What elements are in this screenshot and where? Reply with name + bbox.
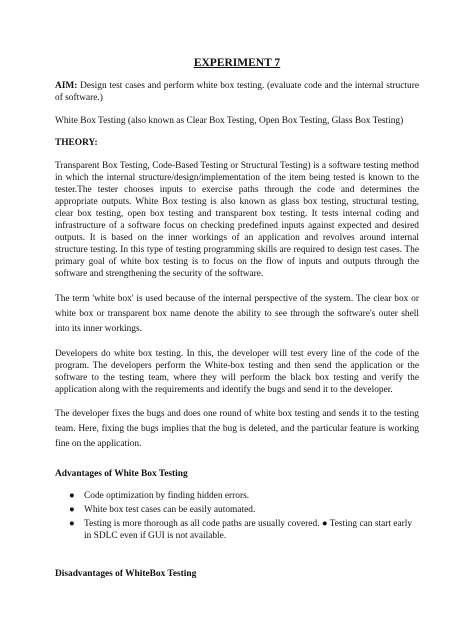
- aim-text: Design test cases and perform white box testing. (evaluate code and the internal structure of software.): [55, 81, 419, 103]
- list-item: [55, 518, 419, 542]
- aim-paragraph: [55, 80, 419, 104]
- white-box-term-paragraph: The term 'white box' is used because of the internal perspective of the system. The clear box or white box or transparent box name denote the ability to see through the software's outer shell into its inner workings.: [55, 294, 419, 334]
- list-item: [55, 504, 419, 516]
- document-title: EXPERIMENT 7: [193, 57, 281, 69]
- disadvantages-heading: Disadvantages of WhiteBox Testing: [55, 569, 197, 579]
- bug-fix-paragraph: The developer fixes the bugs and does one round of white box testing and sends it to the testing team. Here, fixing the bugs implies that the bug is deleted, and the particular feature is working fine on the application.: [55, 409, 419, 449]
- advantages-heading: Advantages of White Box Testing: [55, 469, 188, 479]
- list-item-text: Code optimization by finding hidden errors.: [84, 491, 250, 501]
- advantages-list: [55, 490, 419, 542]
- bullet-icon: ●: [69, 505, 75, 515]
- theory-heading: THEORY:: [55, 138, 98, 148]
- theory-paragraph: Transparent Box Testing, Code-Based Testing or Structural Testing) is a software testing method in which the internal structure/design/implementation of the item being tested is known to the tester.The tester chooses inputs to exercise paths through the code and determines the appropriate outputs. White Box testing is also known as glass box testing, structural testing, clear box testing, open box testing and transparent box testing. It tests internal coding and infrastructure of a software focus on checking predefined inputs against expected and desired outputs. It is based on the inner workings of an application and revolves around internal structure testing. In this type of testing programming skills are required to design test cases. The primary goal of white box testing is to focus on the flow of inputs and outputs through the software and strengthening the security of the software.: [55, 161, 419, 279]
- bullet-icon: ●: [69, 491, 75, 501]
- list-item: [55, 490, 419, 502]
- aim-label: AIM:: [55, 81, 78, 91]
- developers-paragraph: Developers do white box testing. In this, the developer will test every line of the code of the program. The developers perform the White-box testing and then send the application or the software to the testing team, where they will perform the black box testing and verify the application along with the requirements and identify the bugs and send it to the developer.: [55, 349, 419, 395]
- white-box-definition: White Box Testing (also known as Clear Box Testing, Open Box Testing, Glass Box Testing): [55, 116, 404, 126]
- list-item-text: White box test cases can be easily automated.: [84, 505, 256, 515]
- bullet-icon: ●: [69, 519, 75, 529]
- list-item-text: Testing is more thorough as all code paths are usually covered. ● Testing can start early in SDLC even if GUI is not available.: [84, 519, 413, 541]
